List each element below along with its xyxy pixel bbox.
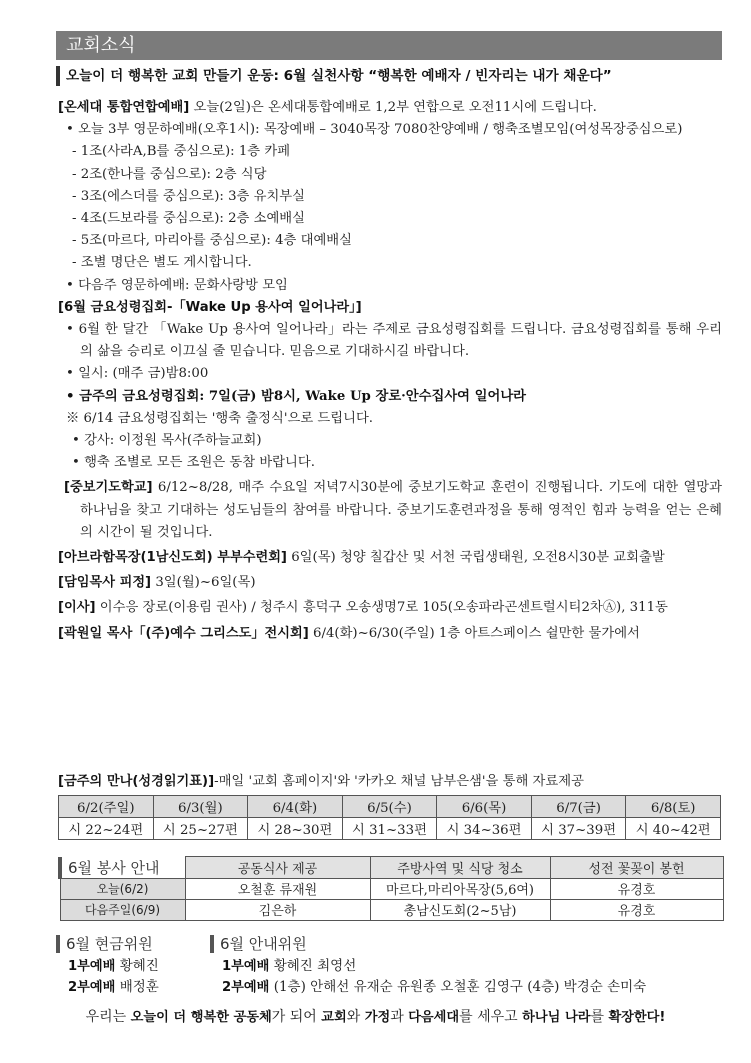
reading-day: 6/8(토) — [626, 796, 721, 818]
cash-title: 6월 현금위원 — [56, 935, 159, 953]
reading-chapter: 시 31~33편 — [342, 818, 437, 840]
slogan-part: 를 — [590, 1009, 609, 1025]
service-header: 성전 꽃꽂이 봉헌 — [550, 857, 723, 879]
cash-row — [56, 956, 159, 977]
guide-label: 2부예배 — [222, 980, 270, 995]
friday-tag: [6월 금요성령집회-「Wake Up 용사여 일어나라」] — [58, 299, 362, 315]
group-item: - 5조(마르다, 마리아를 중심으로): 4층 대예배실 — [72, 233, 352, 249]
service-cell: 총남신도회(2~5남) — [370, 899, 550, 920]
reading-chapter: 시 25~27편 — [153, 818, 248, 840]
section-title: 교회소식 — [56, 31, 722, 60]
cash-names: 황혜진 — [119, 958, 159, 974]
group-item: - 1조(사라A,B를 중심으로): 1층 카페 — [72, 144, 291, 160]
worship-bullet-2: • 다음주 영문하예배: 문화사랑방 모임 — [66, 277, 288, 293]
service-cell: 유경호 — [550, 899, 723, 920]
group-item: - 2조(한나를 중심으로): 2층 식당 — [72, 166, 267, 182]
group-item: - 3조(에스더를 중심으로): 3층 유치부실 — [72, 188, 306, 204]
reading-chapter: 시 28~30편 — [248, 818, 343, 840]
group-item: - 조별 명단은 별도 게시합니다. — [72, 255, 252, 271]
exhibit-tag: [곽원일 목사「(주)예수 그리스도」전시회] — [58, 625, 309, 641]
cash-row — [56, 977, 159, 998]
reading-suffix: -매일 '교회 홈페이지'와 '카카오 채널 남부은샘'을 통해 자료제공 — [214, 774, 584, 789]
exhibit-text: 6/4(화)~6/30(주일) 1층 아트스페이스 쉴만한 물가에서 — [313, 625, 640, 641]
group-item: - 4조(드보라를 중심으로): 2층 소예배실 — [72, 211, 306, 227]
slogan-emphasis: 가정 — [364, 1010, 391, 1025]
reading-day: 6/7(금) — [531, 796, 626, 818]
reading-chapters-row — [59, 818, 721, 840]
reading-day: 6/2(주일) — [59, 796, 154, 818]
reading-table — [58, 795, 721, 840]
friday-all-join: • 행축 조별로 모든 조원은 동참 바랍니다. — [72, 455, 315, 471]
slogan-emphasis: 확장한다! — [608, 1010, 666, 1025]
friday-note: ※ 6/14 금요성령집회는 '행축 출정식'으로 드립니다. — [66, 410, 374, 426]
cash-committee — [56, 935, 159, 998]
slogan-emphasis: 다음세대 — [408, 1010, 460, 1025]
slogan-emphasis: 하나님 나라 — [522, 1010, 591, 1025]
service-row — [60, 878, 723, 899]
service-row-label: 오늘(6/2) — [60, 878, 185, 899]
reading-day: 6/3(월) — [153, 796, 248, 818]
cash-label: 1부예배 — [68, 959, 116, 974]
abraham-notice — [58, 547, 722, 569]
slogan-part: 우리는 — [85, 1009, 131, 1025]
friday-time: • 일시: (매주 금)밤8:00 — [66, 366, 209, 382]
abraham-text: 6일(목) 청양 칠갑산 및 서천 국립생태원, 오전8시30분 교회출발 — [291, 550, 665, 566]
intercession-text: 6/12~8/28, 매주 수요일 저녁7시30분에 중보기도학교 훈련이 진행됩니다. 기도에 대한 열망과 하나님을 찾고 기대하는 성도님들의 참여를 바랍니다. 중보기도훈련과정을 통해 영적인 힘과 능력을 얻는 은혜의 시간이 될 것입니다. — [80, 480, 722, 540]
reading-chapter: 시 22~24편 — [59, 818, 154, 840]
moving-text: 이수응 장로(이용림 권사) / 청주시 흥덕구 오송생명7로 105(오송파라곤센트럴시티2차Ⓐ), 311동 — [99, 600, 668, 616]
service-row-label: 다음주일(6/9) — [60, 899, 185, 920]
pastor-tag: [담임목사 피정] — [58, 575, 152, 591]
friday-speaker: • 강사: 이정원 목사(주하늘교회) — [72, 433, 262, 449]
reading-chapter: 시 40~42편 — [626, 818, 721, 840]
service-table — [58, 856, 724, 921]
guide-names: 황혜진 최영선 — [273, 958, 357, 974]
slogan-part: 와 — [346, 1009, 365, 1025]
reading-day: 6/6(목) — [437, 796, 532, 818]
cash-names: 배정훈 — [119, 979, 159, 995]
service-row — [60, 899, 723, 920]
abraham-tag: [아브라함목장(1남신도회) 부부수련회] — [58, 550, 287, 566]
intercession-notice — [58, 477, 722, 544]
guide-committee — [210, 935, 646, 998]
campaign-headline: 오늘이 더 행복한 교회 만들기 운동: 6월 실천사항 “행복한 예배자 / 빈자리는 내가 채운다” — [56, 66, 734, 86]
service-header: 공동식사 제공 — [185, 857, 370, 879]
slogan-emphasis: 교회 — [321, 1010, 347, 1025]
reading-days-row — [59, 796, 721, 818]
guide-label: 1부예배 — [222, 959, 270, 974]
news-content — [58, 97, 722, 645]
moving-tag: [이사] — [58, 600, 96, 616]
guide-row — [210, 977, 646, 998]
reading-title — [58, 772, 722, 792]
cash-label: 2부예배 — [68, 980, 116, 995]
slogan-part: 과 — [390, 1009, 409, 1025]
bible-reading-section — [58, 772, 722, 840]
exhibit-notice — [58, 623, 722, 645]
service-cell: 오철훈 류재원 — [185, 878, 370, 899]
guide-names: (1층) 안해선 유재순 유원종 오철훈 김영구 (4층) 박경순 손미숙 — [273, 979, 647, 995]
service-header: 주방사역 및 식당 청소 — [370, 857, 550, 879]
pastor-text: 3일(월)~6일(목) — [155, 575, 256, 591]
service-cell: 김은하 — [185, 899, 370, 920]
reading-chapter: 시 37~39편 — [531, 818, 626, 840]
service-header-row — [60, 857, 723, 879]
reading-day: 6/4(화) — [248, 796, 343, 818]
slogan-emphasis: 오늘이 더 행복한 공동체 — [130, 1010, 272, 1025]
service-cell: 유경호 — [550, 878, 723, 899]
reading-chapter: 시 34~36편 — [437, 818, 532, 840]
service-cell: 마르다,마리아목장(5,6여) — [370, 878, 550, 899]
intercession-tag: [중보기도학교] — [64, 480, 153, 496]
reading-tag: [금주의 만나(성경읽기표)] — [58, 774, 215, 789]
slogan-part: 가 되어 — [271, 1009, 322, 1025]
church-slogan — [0, 1006, 751, 1026]
worship-tag: [온세대 통합연합예배] — [58, 100, 190, 115]
service-title: 6월 봉사 안내 — [60, 857, 185, 879]
slogan-part: 를 세우고 — [459, 1009, 523, 1025]
worship-bullet-1: • 오늘 3부 영문하예배(오후1시): 목장예배 – 3040목장 7080찬양예배 / 행축조별모임(여성목장중심으로) — [66, 122, 683, 138]
reading-day: 6/5(수) — [342, 796, 437, 818]
friday-this-week: • 금주의 금요성령집회: 7일(금) 밤8시, Wake Up 장로·안수집사여 일어나라 — [66, 388, 527, 404]
pastor-notice — [58, 572, 722, 594]
moving-notice — [58, 597, 722, 619]
worship-notice — [58, 97, 722, 119]
guide-row — [210, 956, 646, 977]
friday-description: • 6월 한 달간 「Wake Up 용사여 일어나라」라는 주제로 금요성령집회를 드립니다. 금요성령집회를 통해 우리의 삶을 승리로 이끄실 줄 믿습니다. 믿음으로 기대하시길 바랍니다. — [66, 322, 722, 360]
guide-title: 6월 안내위원 — [210, 935, 646, 953]
worship-text: 오늘(2일)은 온세대통합예배로 1,2부 연합으로 오전11시에 드립니다. — [193, 100, 597, 115]
